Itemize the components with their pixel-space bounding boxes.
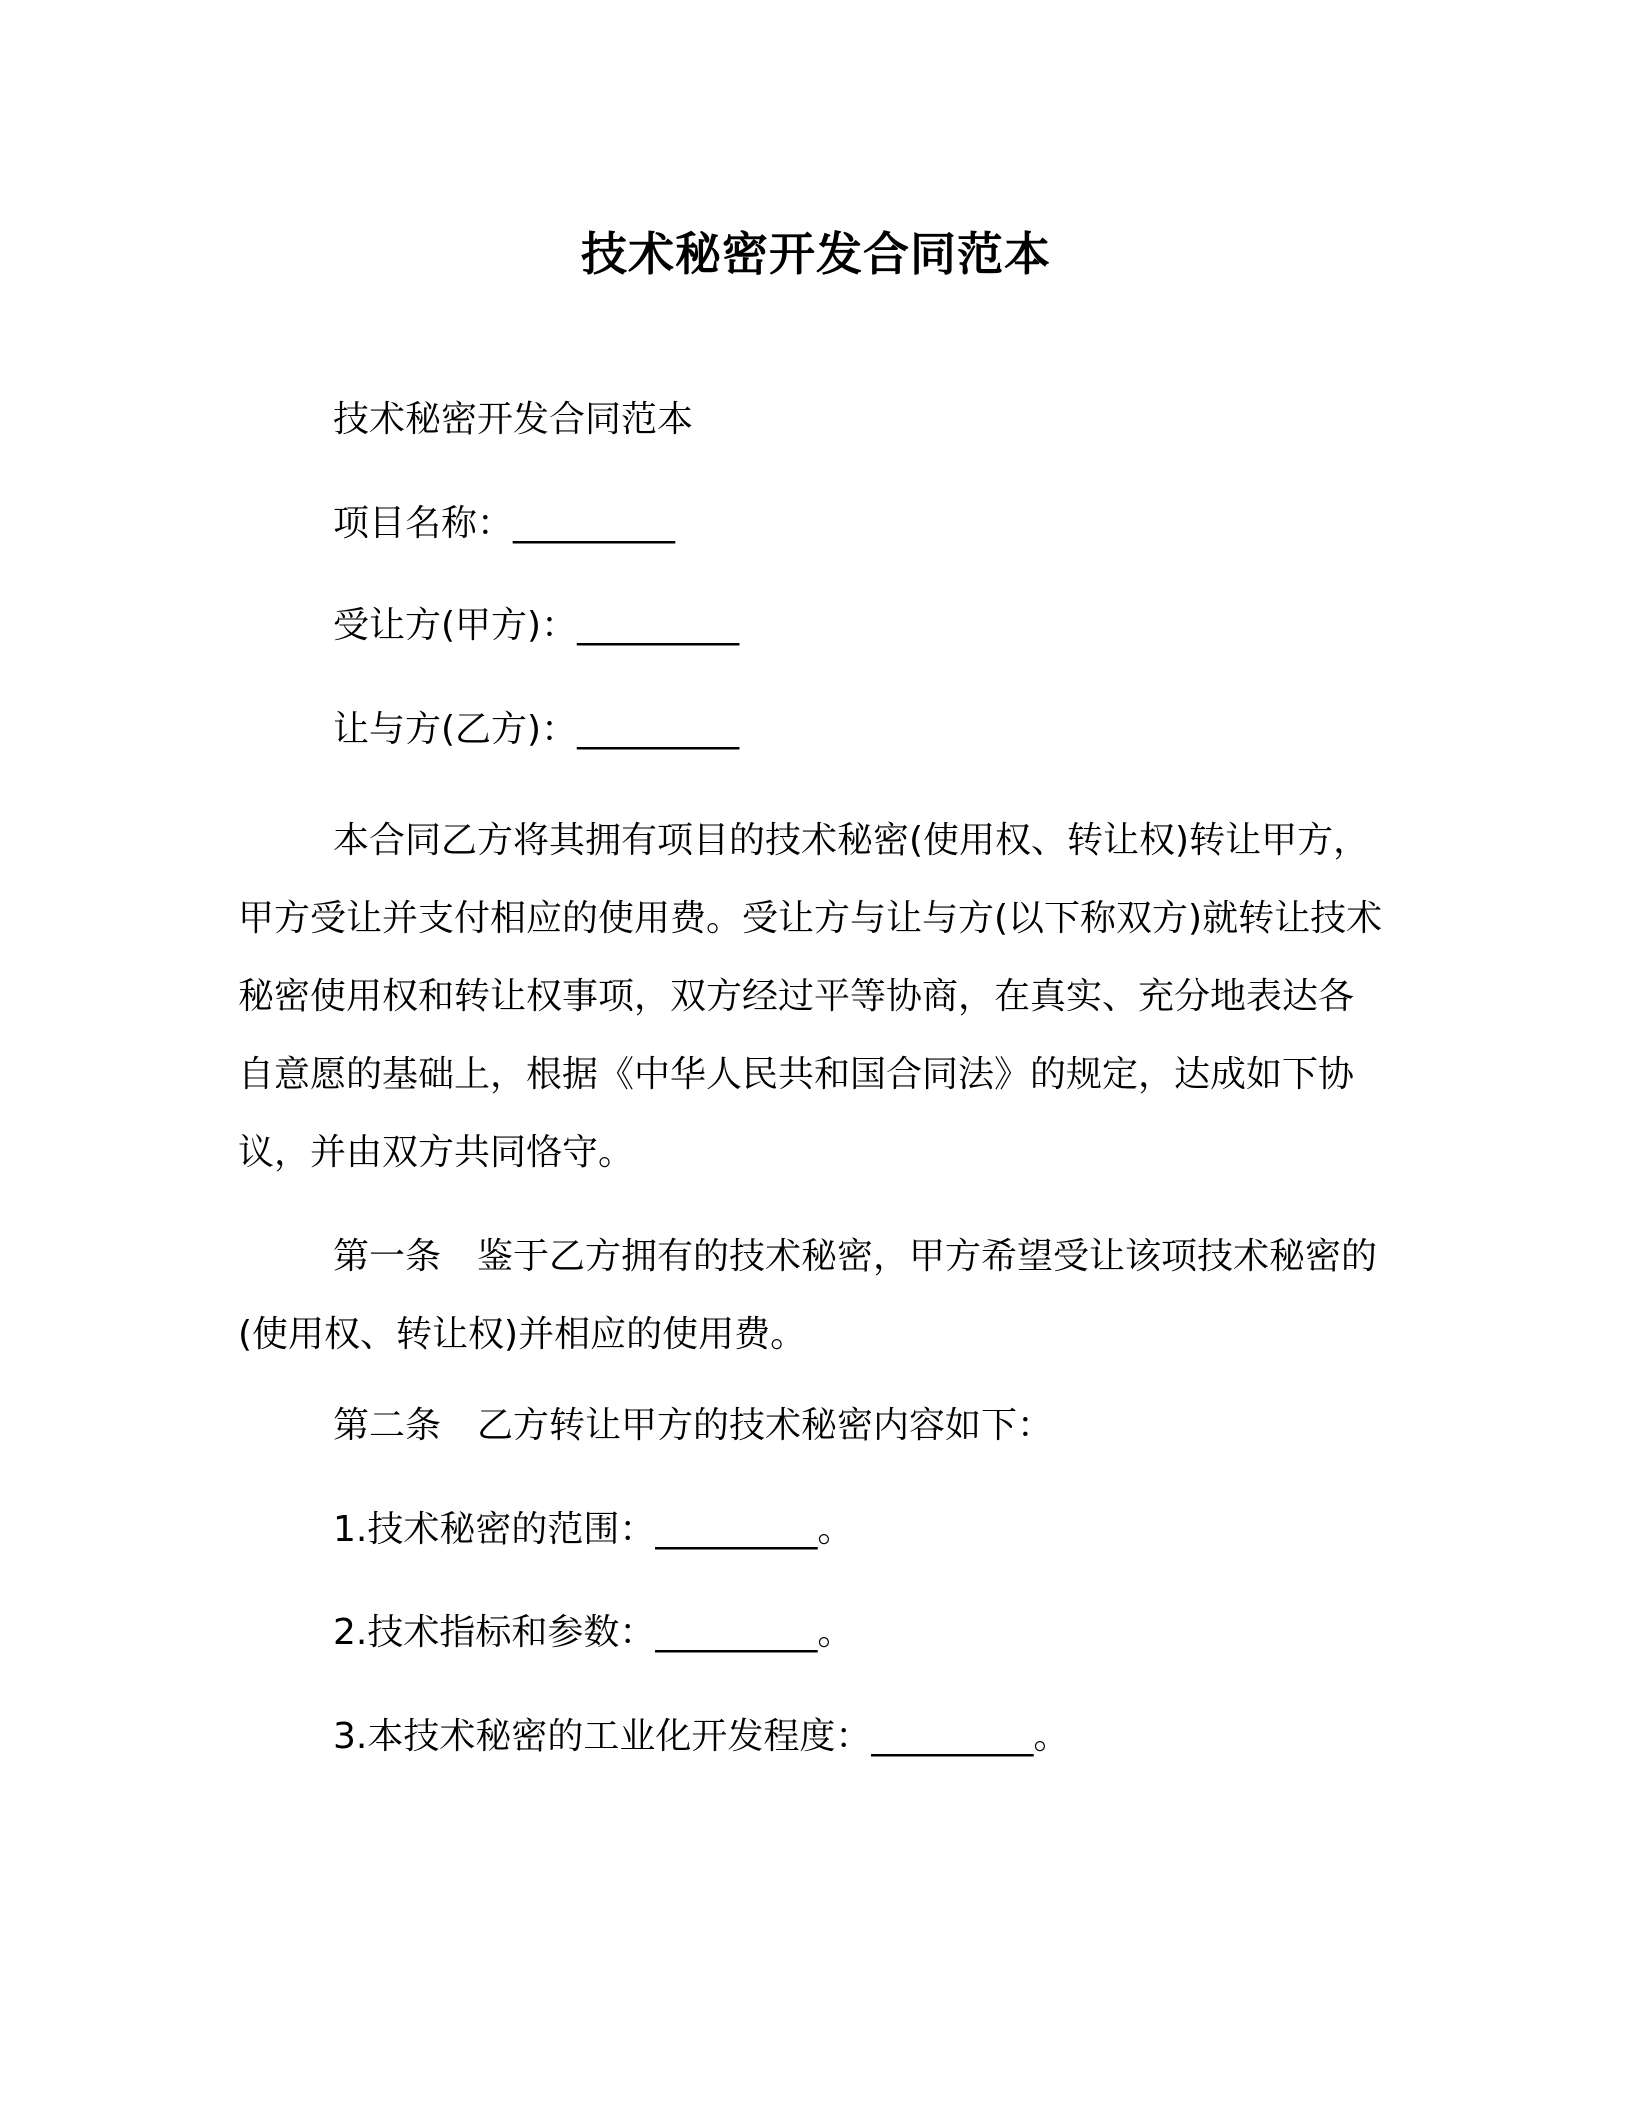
list-item: 2.技术指标和参数：_________。	[333, 1612, 854, 1653]
party-a-field: 受让方(甲方)：_________	[333, 605, 740, 646]
document-title: 技术秘密开发合同范本	[581, 227, 1051, 281]
list-item: 1.技术秘密的范围：_________。	[333, 1509, 854, 1550]
party-b-field: 让与方(乙方)：_________	[333, 709, 740, 750]
article-1-paragraph: 第一条 鉴于乙方拥有的技术秘密，甲方希望受让该项技术秘密的(使用权、转让权)并相应的使用费。	[238, 1236, 1378, 1355]
preamble-paragraph: 本合同乙方将其拥有项目的技术秘密(使用权、转让权)转让甲方，甲方受让并支付相应的使用费。受让方与让与方(以下称双方)就转让技术秘密使用权和转让权事项，双方经过平等协商，在真实、充分地表达各自意愿的基础上，根据《中华人民共和国合同法》的规定，达成如下协议，并由双方共同恪守。	[238, 820, 1383, 1173]
document-subtitle: 技术秘密开发合同范本	[333, 399, 694, 440]
list-item: 3.本技术秘密的工业化开发程度：_________。	[333, 1716, 1070, 1757]
article-2-heading: 第二条 乙方转让甲方的技术秘密内容如下：	[333, 1405, 1054, 1446]
project-name-field: 项目名称：_________	[333, 503, 676, 544]
